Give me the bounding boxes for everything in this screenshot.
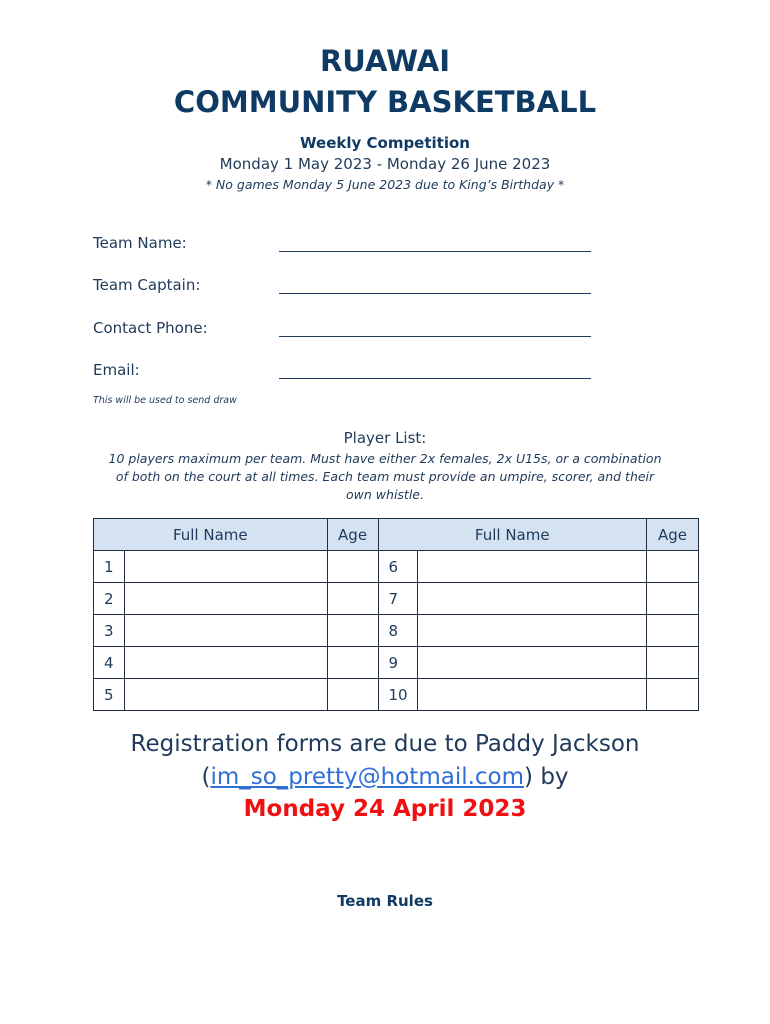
full-name-header-right: Full Name — [378, 519, 646, 551]
team-name-label: Team Name: — [93, 234, 187, 252]
player-number: 3 — [94, 615, 125, 647]
age-header-right: Age — [647, 519, 699, 551]
open-paren: ( — [201, 764, 211, 790]
email-note: This will be used to send draw — [93, 395, 237, 406]
player-age-cell[interactable] — [647, 583, 699, 615]
player-number: 4 — [94, 647, 125, 679]
team-captain-label: Team Captain: — [93, 276, 201, 294]
competition-subtitle: Weekly Competition — [300, 134, 470, 152]
player-number: 1 — [94, 551, 125, 583]
player-number: 6 — [378, 551, 418, 583]
player-table-header — [94, 519, 699, 551]
title-line-1: RUAWAI — [319, 44, 451, 78]
registration-contact-line — [0, 764, 770, 790]
competition-dates: Monday 1 May 2023 - Monday 26 June 2023 — [219, 155, 551, 173]
email-field[interactable] — [279, 378, 591, 379]
player-age-cell[interactable] — [327, 615, 378, 647]
player-name-cell[interactable] — [124, 647, 327, 679]
full-name-header-left: Full Name — [94, 519, 328, 551]
player-age-cell[interactable] — [327, 679, 378, 711]
title-line-2: COMMUNITY BASKETBALL — [173, 85, 597, 119]
holiday-note: * No games Monday 5 June 2023 due to King’s Birthday * — [205, 177, 565, 192]
table-row — [94, 615, 699, 647]
player-number: 10 — [378, 679, 418, 711]
team-name-field[interactable] — [279, 251, 591, 252]
close-by-text: ) by — [524, 764, 569, 790]
registration-email-link[interactable]: im_so_pretty@hotmail.com — [210, 764, 525, 790]
player-name-cell[interactable] — [418, 615, 647, 647]
player-name-cell[interactable] — [418, 551, 647, 583]
player-name-cell[interactable] — [418, 583, 647, 615]
table-row — [94, 679, 699, 711]
table-row — [94, 583, 699, 615]
email-label: Email: — [93, 361, 140, 379]
player-list-title: Player List: — [343, 429, 427, 447]
player-number: 7 — [378, 583, 418, 615]
player-age-cell[interactable] — [647, 647, 699, 679]
player-number: 2 — [94, 583, 125, 615]
contact-phone-field[interactable] — [279, 336, 591, 337]
player-number: 5 — [94, 679, 125, 711]
player-name-cell[interactable] — [418, 647, 647, 679]
team-rules-heading: Team Rules — [337, 892, 433, 910]
age-header-left: Age — [327, 519, 378, 551]
player-age-cell[interactable] — [327, 583, 378, 615]
registration-deadline: Monday 24 April 2023 — [243, 796, 527, 822]
player-name-cell[interactable] — [124, 583, 327, 615]
player-name-cell[interactable] — [124, 551, 327, 583]
table-row — [94, 551, 699, 583]
player-age-cell[interactable] — [647, 679, 699, 711]
player-age-cell[interactable] — [327, 551, 378, 583]
contact-phone-label: Contact Phone: — [93, 319, 208, 337]
player-age-cell[interactable] — [647, 615, 699, 647]
table-row — [94, 647, 699, 679]
player-age-cell[interactable] — [647, 551, 699, 583]
player-name-cell[interactable] — [124, 679, 327, 711]
player-table — [93, 518, 699, 711]
player-list-rules: 10 players maximum per team. Must have either 2x females, 2x U15s, or a combination of both on the court at all times. Each team must provide an umpire, scorer, and their own whistle. — [108, 451, 662, 502]
player-number: 8 — [378, 615, 418, 647]
player-age-cell[interactable] — [327, 647, 378, 679]
player-name-cell[interactable] — [124, 615, 327, 647]
registration-text: Registration forms are due to Paddy Jackson — [130, 731, 640, 757]
player-name-cell[interactable] — [418, 679, 647, 711]
player-number: 9 — [378, 647, 418, 679]
team-captain-field[interactable] — [279, 293, 591, 294]
